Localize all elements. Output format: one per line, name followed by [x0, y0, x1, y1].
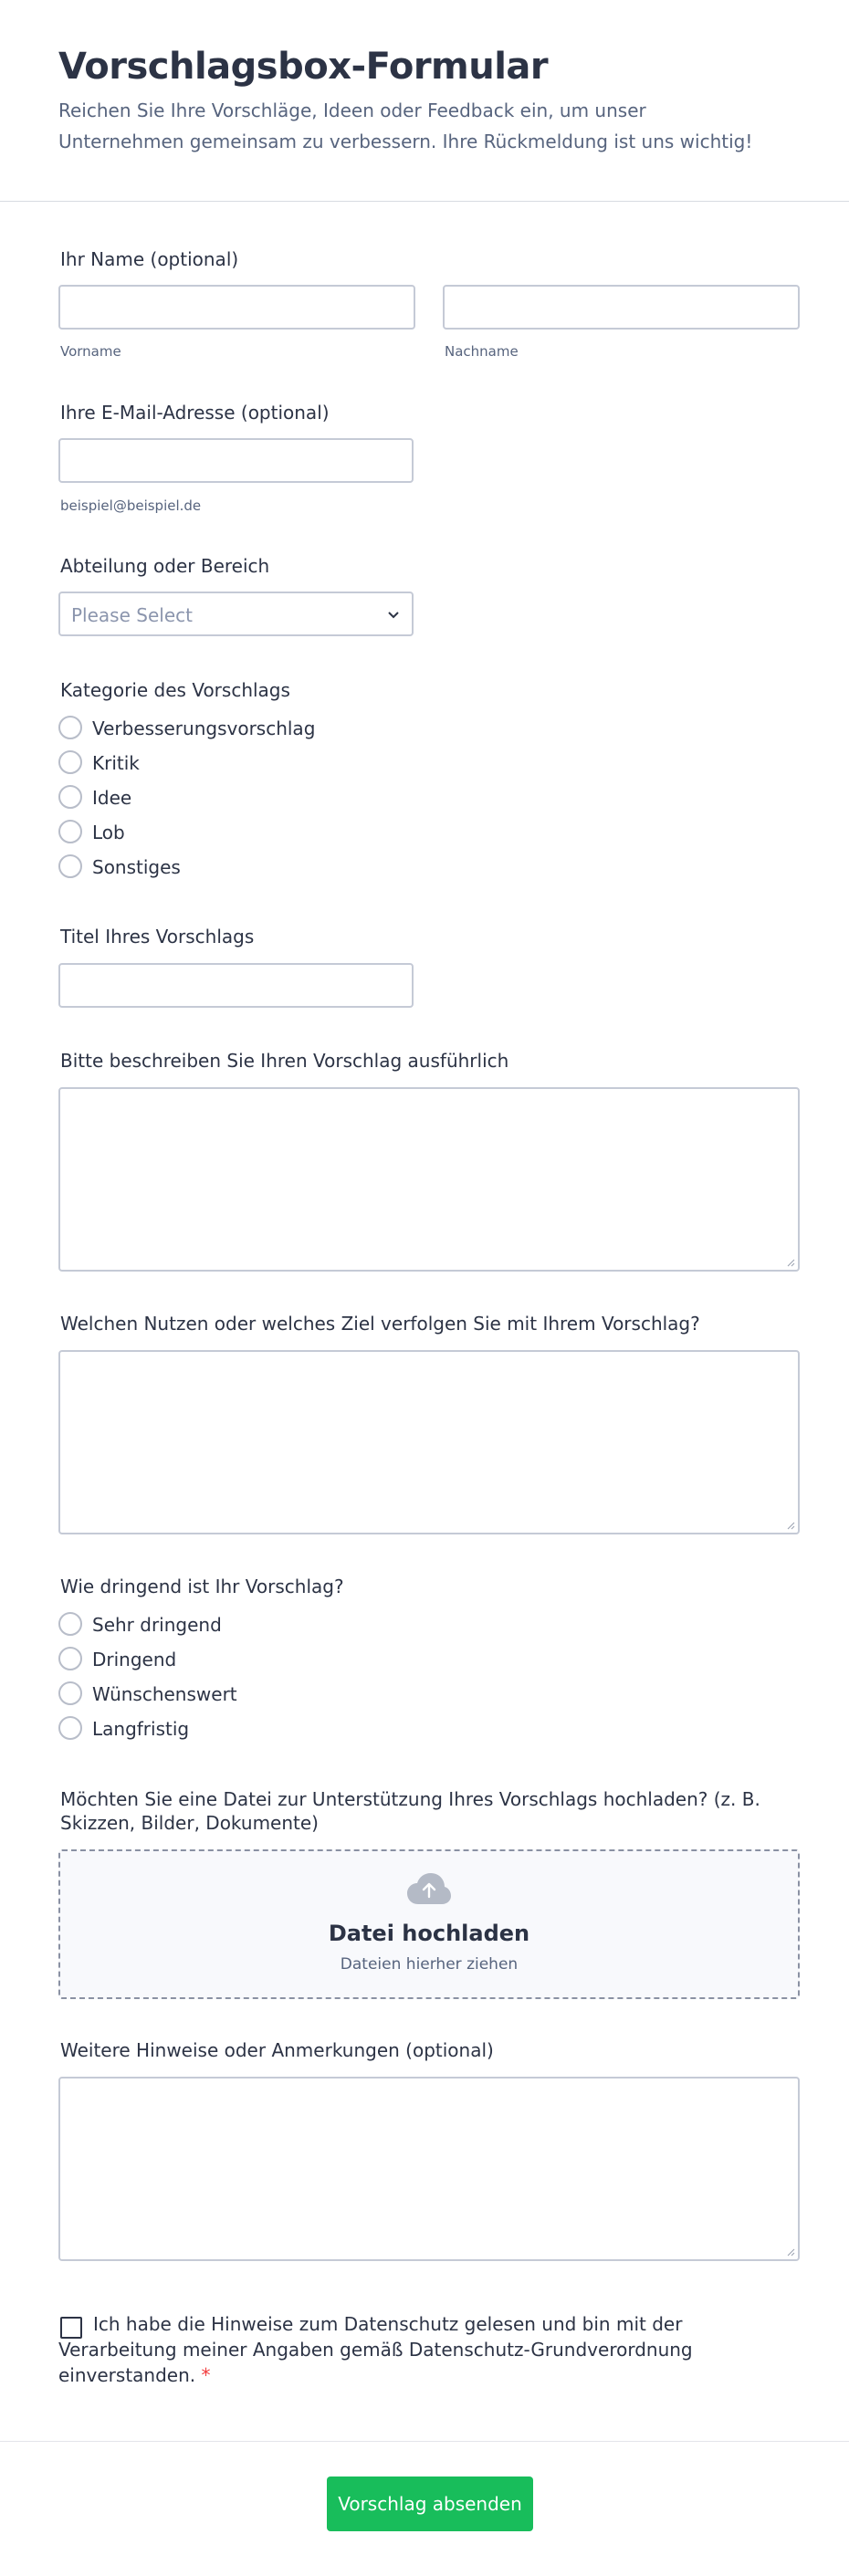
last-name-sublabel: Nachname — [445, 343, 519, 360]
category-option-label: Verbesserungsvorschlag — [92, 717, 316, 739]
cloud-upload-icon — [407, 1873, 451, 1906]
description-label: Bitte beschreiben Sie Ihren Vorschlag ausführlich — [60, 1050, 509, 1072]
last-name-input[interactable] — [443, 285, 800, 330]
description-textarea[interactable] — [58, 1087, 800, 1272]
department-label: Abteilung oder Bereich — [60, 555, 270, 577]
email-input[interactable] — [58, 438, 414, 483]
radio-circle[interactable] — [58, 1612, 82, 1636]
resize-grip-icon[interactable] — [786, 1521, 795, 1530]
page-subtitle: Reichen Sie Ihre Vorschläge, Ideen oder Feedback ein, um unser Unternehmen gemeinsam zu verbessern. Ihre Rückmeldung ist uns wichtig! — [58, 99, 753, 152]
urgency-option-label: Sehr dringend — [92, 1614, 222, 1636]
benefit-label: Welchen Nutzen oder welches Ziel verfolgen Sie mit Ihrem Vorschlag? — [60, 1313, 700, 1335]
urgency-option-label: Wünschenswert — [92, 1683, 237, 1705]
category-option-label: Kritik — [92, 752, 140, 774]
urgency-label: Wie dringend ist Ihr Vorschlag? — [60, 1576, 344, 1597]
urgency-option-label: Dringend — [92, 1649, 177, 1670]
radio-circle[interactable] — [58, 854, 82, 878]
file-upload-dropzone[interactable] — [58, 1849, 800, 1999]
notes-textarea[interactable] — [58, 2077, 800, 2261]
upload-subtitle: Dateien hierher ziehen — [340, 1955, 519, 1974]
upload-title: Datei hochladen — [328, 1921, 530, 1946]
radio-circle[interactable] — [58, 1681, 82, 1705]
suggestion-title-label: Titel Ihres Vorschlags — [60, 926, 255, 948]
radio-circle[interactable] — [58, 820, 82, 843]
benefit-textarea[interactable] — [58, 1350, 800, 1534]
required-mark: * — [201, 2364, 211, 2386]
radio-circle[interactable] — [58, 1647, 82, 1670]
resize-grip-icon[interactable] — [786, 1258, 795, 1267]
consent-text-block — [58, 2311, 697, 2388]
footer-divider — [0, 2441, 849, 2442]
first-name-sublabel: Vorname — [60, 343, 121, 360]
first-name-input[interactable] — [58, 285, 415, 330]
category-label: Kategorie des Vorschlags — [60, 679, 290, 701]
email-label: Ihre E-Mail-Adresse (optional) — [60, 402, 330, 424]
page-title: Vorschlagsbox-Formular — [58, 46, 549, 88]
urgency-option-label: Langfristig — [92, 1718, 190, 1740]
category-option-label: Lob — [92, 822, 125, 843]
category-option-label: Idee — [92, 787, 132, 809]
radio-circle[interactable] — [58, 1716, 82, 1740]
suggestion-title-input[interactable] — [58, 963, 414, 1008]
consent-text: Ich habe die Hinweise zum Datenschutz gelesen und bin mit der Verarbeitung meiner Angaben gemäß Datenschutz-Grundverordnung einverstanden. — [58, 2313, 693, 2386]
email-sublabel: beispiel@beispiel.de — [60, 497, 202, 514]
submit-button[interactable]: Vorschlag absenden — [327, 2477, 533, 2531]
category-option-label: Sonstiges — [92, 856, 181, 878]
department-select[interactable] — [58, 592, 414, 636]
department-placeholder: Please Select — [71, 604, 193, 626]
notes-label: Weitere Hinweise oder Anmerkungen (optional) — [60, 2039, 494, 2061]
upload-label: Möchten Sie eine Datei zur Unterstützung Ihres Vorschlags hochladen? (z. B. Skizzen, Bilder, Dokumente) — [60, 1788, 760, 1834]
name-label: Ihr Name (optional) — [60, 248, 239, 270]
chevron-down-icon — [386, 607, 401, 622]
resize-grip-icon[interactable] — [786, 2247, 795, 2257]
radio-circle[interactable] — [58, 716, 82, 739]
radio-circle[interactable] — [58, 785, 82, 809]
form-header — [0, 0, 849, 202]
radio-circle[interactable] — [58, 750, 82, 774]
